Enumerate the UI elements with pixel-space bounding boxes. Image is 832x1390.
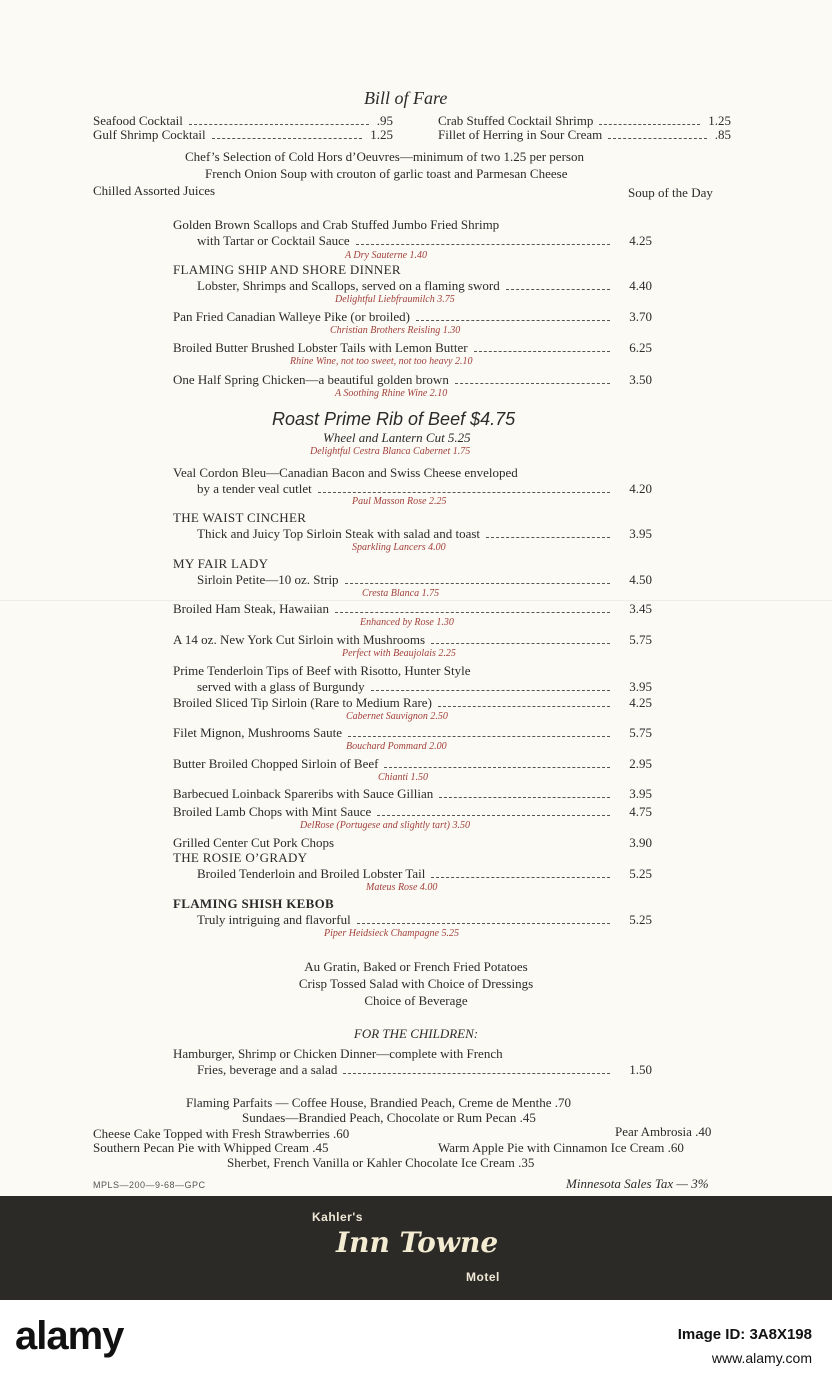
item-name: Broiled Ham Steak, Hawaiian	[173, 601, 329, 616]
item-heading: FLAMING SHISH KEBOB	[173, 896, 335, 911]
item-name: Fries, beverage and a salad	[197, 1062, 338, 1077]
dessert-line: Southern Pecan Pie with Whipped Cream .45	[93, 1140, 329, 1155]
item-name: Pan Fried Canadian Walleye Pike (or broiled)	[173, 309, 410, 324]
item-line: Veal Cordon Bleu—Canadian Bacon and Swiss Cheese enveloped	[173, 465, 518, 480]
menu-item	[197, 481, 652, 496]
menu-item	[197, 1062, 652, 1077]
item-price: 4.25	[629, 695, 652, 710]
menu-item	[173, 786, 652, 801]
item-heading: MY FAIR LADY	[173, 556, 269, 571]
item-name: Fillet of Herring in Sour Cream	[438, 127, 603, 142]
item-name: Barbecued Loinback Spareribs with Sauce Gillian	[173, 786, 434, 801]
item-line: Golden Brown Scallops and Crab Stuffed Jumbo Fried Shrimp	[173, 217, 500, 232]
menu-item	[93, 127, 393, 142]
menu-item	[197, 912, 652, 927]
item-price: 4.50	[629, 572, 652, 587]
item-price: 1.25	[370, 127, 393, 142]
menu-item	[197, 278, 652, 293]
menu-item	[173, 695, 652, 710]
dessert-line: Cheese Cake Topped with Fresh Strawberries .60	[93, 1126, 350, 1141]
wine-pairing: A Dry Sauterne 1.40	[345, 250, 428, 261]
juices-line: Chilled Assorted Juices	[93, 183, 216, 198]
item-name: Sirloin Petite—10 oz. Strip	[197, 572, 339, 587]
side-line: Au Gratin, Baked or French Fried Potatoes	[304, 959, 528, 974]
item-price: 6.25	[629, 340, 652, 355]
item-name: Butter Broiled Chopped Sirloin of Beef	[173, 756, 379, 771]
item-price: 3.45	[629, 601, 652, 616]
item-price: 5.75	[629, 632, 652, 647]
item-price: .85	[714, 127, 731, 142]
item-price: 1.50	[629, 1062, 652, 1077]
menu-item	[438, 113, 731, 128]
item-name: Broiled Tenderloin and Broiled Lobster Tail	[197, 866, 426, 881]
item-name: Truly intriguing and flavorful	[197, 912, 351, 927]
item-name: A 14 oz. New York Cut Sirloin with Mushrooms	[173, 632, 426, 647]
brand-inn-towne: Inn Towne	[336, 1226, 499, 1259]
item-price: 3.50	[629, 372, 652, 387]
menu-item	[173, 632, 652, 647]
menu-item	[197, 526, 652, 541]
menu-title: Bill of Fare	[364, 88, 448, 108]
side-line: Choice of Beverage	[364, 993, 468, 1008]
menu-item	[197, 572, 652, 587]
brand-kahlers: Kahler's	[312, 1210, 363, 1224]
wine-pairing: Paul Masson Rose 2.25	[352, 496, 447, 507]
side-line: Crisp Tossed Salad with Choice of Dressings	[298, 976, 534, 991]
item-price: 2.95	[629, 756, 652, 771]
watermark-bar	[0, 1300, 832, 1390]
menu-item	[173, 835, 652, 850]
item-line: Prime Tenderloin Tips of Beef with Risotto, Hunter Style	[173, 663, 471, 678]
item-line: Hamburger, Shrimp or Chicken Dinner—complete with French	[173, 1046, 503, 1061]
item-price: 3.95	[629, 786, 652, 801]
menu-item	[173, 309, 652, 324]
menu-item	[197, 233, 652, 248]
soup-of-day: Soup of the Day	[628, 185, 713, 200]
item-price: 4.25	[629, 233, 652, 248]
menu-item	[173, 601, 652, 616]
item-name: Broiled Lamb Chops with Mint Sauce	[173, 804, 372, 819]
wine-pairing: Delightful Liebfraumilch 3.75	[335, 294, 455, 305]
hors-doeuvres-line: Chef’s Selection of Cold Hors d’Oeuvres—minimum of two 1.25 per person	[185, 149, 584, 164]
menu-item	[173, 340, 652, 355]
onion-soup-line: French Onion Soup with crouton of garlic toast and Parmesan Cheese	[205, 166, 568, 181]
wine-pairing: Christian Brothers Reisling 1.30	[330, 325, 461, 336]
item-heading: THE ROSIE O’GRADY	[173, 850, 308, 865]
item-name: with Tartar or Cocktail Sauce	[197, 233, 350, 248]
wine-pairing: DelRose (Portugese and slightly tart) 3.50	[300, 820, 470, 831]
print-code: MPLS—200—9-68—GPC	[93, 1180, 206, 1190]
dessert-line: Warm Apple Pie with Cinnamon Ice Cream .60	[438, 1140, 684, 1155]
item-name: Seafood Cocktail	[93, 113, 183, 128]
wine-pairing: Mateus Rose 4.00	[366, 882, 438, 893]
item-name: Gulf Shrimp Cocktail	[93, 127, 206, 142]
menu-item	[173, 372, 652, 387]
item-name: Lobster, Shrimps and Scallops, served on a flaming sword	[197, 278, 500, 293]
sales-tax: Minnesota Sales Tax — 3%	[566, 1176, 709, 1191]
item-price: 4.20	[629, 481, 652, 496]
wine-pairing: Chianti 1.50	[378, 772, 429, 783]
dessert-line: Sundaes—Brandied Peach, Chocolate or Rum Pecan .45	[242, 1110, 536, 1125]
children-heading: FOR THE CHILDREN:	[353, 1026, 479, 1041]
wine-pairing: Bouchard Pommard 2.00	[346, 741, 447, 752]
item-price: 5.25	[629, 912, 652, 927]
wine-pairing: Rhine Wine, not too sweet, not too heavy 2.10	[290, 356, 473, 367]
alamy-logo: alamy	[15, 1314, 124, 1358]
dessert-line: Pear Ambrosia .40	[615, 1124, 712, 1139]
wine-pairing: Cabernet Sauvignon 2.50	[346, 711, 448, 722]
item-price: .95	[376, 113, 393, 128]
wine-pairing: Enhanced by Rose 1.30	[360, 617, 454, 628]
item-heading: FLAMING SHIP AND SHORE DINNER	[173, 262, 401, 277]
wine-pairing: Sparkling Lancers 4.00	[352, 542, 446, 553]
item-name: Thick and Juicy Top Sirloin Steak with salad and toast	[197, 526, 481, 541]
item-name: by a tender veal cutlet	[197, 481, 312, 496]
item-price: 3.95	[629, 526, 652, 541]
wine-pairing: Perfect with Beaujolais 2.25	[342, 648, 456, 659]
footer-band	[0, 1196, 832, 1300]
menu-item	[173, 725, 652, 740]
image-id: Image ID: 3A8X198	[677, 1326, 812, 1343]
item-name: Broiled Butter Brushed Lobster Tails with Lemon Butter	[173, 340, 468, 355]
brand-motel: Motel	[466, 1270, 500, 1284]
menu-item	[438, 127, 731, 142]
menu-item	[173, 756, 652, 771]
wine-pairing: Delightful Cestra Blanca Cabernet 1.75	[310, 446, 471, 457]
menu-item	[93, 113, 393, 128]
menu-item	[173, 804, 652, 819]
item-price: 3.90	[629, 835, 652, 850]
dessert-line: Sherbet, French Vanilla or Kahler Chocolate Ice Cream .35	[227, 1155, 535, 1170]
item-name: One Half Spring Chicken—a beautiful golden brown	[173, 372, 449, 387]
item-name: served with a glass of Burgundy	[197, 679, 365, 694]
wine-pairing: A Soothing Rhine Wine 2.10	[335, 388, 448, 399]
wine-pairing: Cresta Blanca 1.75	[362, 588, 440, 599]
menu-item	[197, 866, 652, 881]
site-url: www.alamy.com	[711, 1350, 812, 1366]
item-price: 5.25	[629, 866, 652, 881]
wine-pairing: Piper Heidsieck Champagne 5.25	[324, 928, 459, 939]
item-name: Filet Mignon, Mushrooms Saute	[173, 725, 343, 740]
prime-rib-heading: Roast Prime Rib of Beef $4.75	[272, 409, 516, 429]
item-name: Crab Stuffed Cocktail Shrimp	[438, 113, 594, 128]
menu-item	[197, 679, 652, 694]
item-price: 1.25	[708, 113, 731, 128]
item-name: Broiled Sliced Tip Sirloin (Rare to Medium Rare)	[173, 695, 432, 710]
item-price: 3.95	[629, 679, 652, 694]
prime-rib-sub: Wheel and Lantern Cut 5.25	[323, 430, 471, 445]
item-heading: THE WAIST CINCHER	[173, 510, 307, 525]
item-price: 5.75	[629, 725, 652, 740]
item-price: 3.70	[629, 309, 652, 324]
item-name: Grilled Center Cut Pork Chops	[173, 835, 335, 850]
item-price: 4.40	[629, 278, 652, 293]
item-price: 4.75	[629, 804, 652, 819]
dessert-line: Flaming Parfaits — Coffee House, Brandied Peach, Creme de Menthe .70	[186, 1095, 571, 1110]
